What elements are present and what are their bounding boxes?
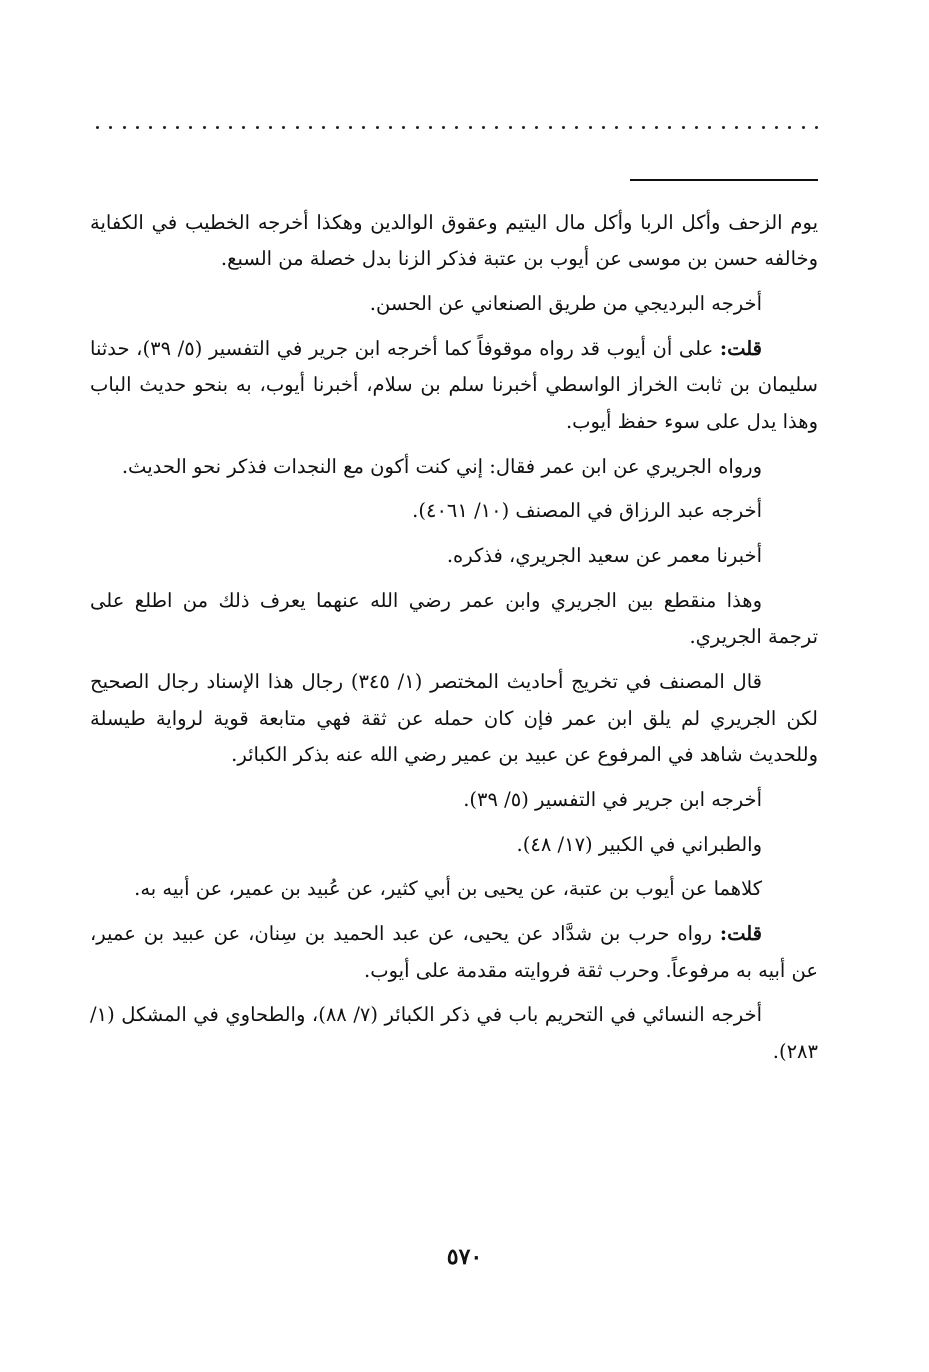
dotted-separator xyxy=(96,112,818,142)
paragraph-text: أخرجه النسائي في التحريم باب في ذكر الكبائر (٧/ ٨٨)، والطحاوي في المشكل (١/ ٢٨٣). xyxy=(90,1003,818,1063)
paragraph-text: قال المصنف في تخريج أحاديث المختصر (١/ ٣٤٥) رجال هذا الإسناد رجال الصحيح لكن الجريري لم يلق ابن عمر فإن كان حمله عن ثقة فهي متابعة قوية لرواية طيسلة وللحديث شاهد في المرفوع عن عبيد بن عمير رضي الله عنه بذكر الكبائر. xyxy=(90,670,818,767)
paragraph xyxy=(90,997,818,1070)
paragraph xyxy=(90,449,818,485)
page-number: ٥٧٠ xyxy=(446,1244,483,1270)
paragraph xyxy=(90,827,818,863)
paragraph-text: أخرجه البرديجي من طريق الصنعاني عن الحسن. xyxy=(369,292,762,316)
paragraph-text: والطبراني في الكبير (١٧/ ٤٨). xyxy=(516,832,762,856)
paragraph xyxy=(90,782,818,818)
paragraph xyxy=(90,583,818,656)
footnote-rule xyxy=(630,179,818,181)
paragraph xyxy=(90,916,818,989)
paragraph-text: أخرجه عبد الرزاق في المصنف (١٠/ ٤٠٦١). xyxy=(412,499,762,523)
paragraph xyxy=(90,493,818,529)
paragraph-text: أخبرنا معمر عن سعيد الجريري، فذكره. xyxy=(446,544,762,568)
paragraph xyxy=(90,331,818,440)
paragraph-lead: قلت: xyxy=(719,337,762,360)
paragraph xyxy=(90,664,818,773)
paragraph-text: كلاهما عن أيوب بن عتبة، عن يحيى بن أبي كثير، عن عُبيد بن عمير، عن أبيه به. xyxy=(134,877,762,901)
paragraph-text: أخرجه ابن جرير في التفسير (٥/ ٣٩). xyxy=(463,787,762,811)
paragraph-lead: قلت: xyxy=(719,922,762,946)
paragraph-text: ورواه الجريري عن ابن عمر فقال: إني كنت أكون مع النجدات فذكر نحو الحديث. xyxy=(121,454,762,478)
paragraph-text: رواه حرب بن شدَّاد عن يحيى، عن عبد الحميد بن سِنان، عن عبيد بن عمير، عن أبيه به مرفوعاً. وحرب ثقة فروايته مقدمة على أيوب. xyxy=(90,922,818,982)
paragraph xyxy=(90,871,818,907)
paragraph-text: يوم الزحف وأكل الربا وأكل مال اليتيم وعقوق الوالدين وهكذا أخرجه الخطيب في الكفاية وخالفه حسن بن موسى عن أيوب بن عتبة فذكر الزنا بدل خصلة من السبع. xyxy=(90,211,818,271)
paragraph-text: وهذا منقطع بين الجريري وابن عمر رضي الله عنهما يعرف ذلك من اطلع على ترجمة الجريري. xyxy=(90,589,818,649)
paragraph xyxy=(90,538,818,574)
footnote-text xyxy=(90,205,818,1079)
paragraph xyxy=(90,205,818,278)
paragraph-text: على أن أيوب قد رواه موقوفاً كما أخرجه ابن جرير في التفسير (٥/ ٣٩)، حدثنا سليمان بن ثابت الخراز الواسطي أخبرنا سلم بن سلام، أخبرنا أيوب، به بنحو حديث الباب وهذا يدل على سوء حفظ أيوب. xyxy=(90,337,818,433)
paragraph xyxy=(90,286,818,322)
